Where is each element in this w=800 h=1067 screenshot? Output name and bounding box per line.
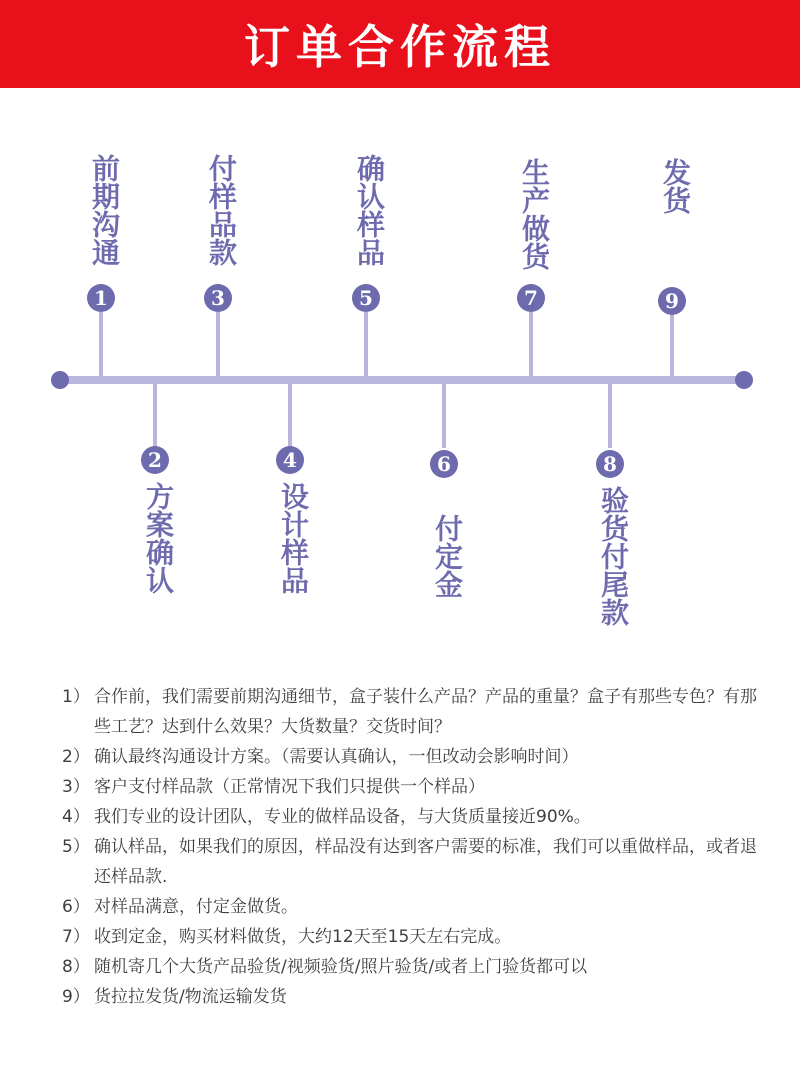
note-text: 确认最终沟通设计方案。（需要认真确认，一但改动会影响时间）: [94, 747, 579, 767]
step-4-label: 设计样品: [277, 482, 310, 594]
timeline-end-dot-icon: [735, 371, 753, 389]
process-notes-list: [62, 682, 762, 1012]
timeline-line: [58, 376, 744, 384]
note-text: 客户支付样品款（正常情况下我们只提供一个样品）: [94, 777, 485, 797]
step-9-stem: [670, 314, 674, 378]
note-number: 3）: [62, 777, 90, 797]
step-6-label: 付定金: [431, 514, 464, 598]
step-3-label: 付样品款: [205, 154, 238, 266]
note-text: 货拉拉发货/物流运输发货: [94, 987, 287, 1007]
step-6-number: 6: [430, 450, 458, 478]
note-number: 4）: [62, 807, 90, 827]
note-item: [62, 832, 762, 892]
step-1-number: 1: [87, 284, 115, 312]
step-8-label: 验货付尾款: [597, 486, 630, 626]
step-8-stem: [608, 382, 612, 448]
note-number: 2）: [62, 747, 90, 767]
step-8-number: 8: [596, 450, 624, 478]
page-title: 订单合作流程: [244, 20, 556, 74]
step-9-label: 发货: [659, 158, 692, 214]
step-2-label: 方案确认: [142, 482, 175, 594]
step-3-stem: [216, 312, 220, 378]
note-number: 9）: [62, 987, 90, 1007]
step-5-number: 5: [352, 284, 380, 312]
step-1-stem: [99, 312, 103, 378]
note-text: 对样品满意，付定金做货。: [94, 897, 298, 917]
note-text: 收到定金，购买材料做货，大约12天至15天左右完成。: [94, 927, 512, 947]
note-item: [62, 802, 762, 832]
step-6-stem: [442, 382, 446, 448]
note-item: [62, 982, 762, 1012]
step-5-stem: [364, 312, 368, 378]
step-7-label: 生产做货: [518, 158, 551, 270]
step-9-number: 9: [658, 287, 686, 315]
note-number: 5）: [62, 837, 90, 857]
note-number: 7）: [62, 927, 90, 947]
step-4-stem: [288, 382, 292, 448]
step-7-number: 7: [517, 284, 545, 312]
note-text: 确认样品，如果我们的原因，样品没有达到客户需要的标准，我们可以重做样品，或者退还样品款.: [94, 837, 757, 887]
step-7-stem: [529, 312, 533, 378]
note-item: [62, 742, 762, 772]
note-text: 合作前，我们需要前期沟通细节，盒子装什么产品？产品的重量？盒子有那些专色？有那些工艺？达到什么效果？大货数量？交货时间？: [94, 687, 757, 737]
step-5-label: 确认样品: [353, 154, 386, 266]
note-item: [62, 682, 762, 742]
header-banner: [0, 0, 800, 88]
note-item: [62, 952, 762, 982]
step-4-number: 4: [276, 446, 304, 474]
note-number: 1）: [62, 687, 90, 707]
step-1-label: 前期沟通: [88, 154, 121, 266]
note-item: [62, 892, 762, 922]
note-text: 我们专业的设计团队，专业的做样品设备，与大货质量接近90%。: [94, 807, 591, 827]
step-2-number: 2: [141, 446, 169, 474]
note-item: [62, 772, 762, 802]
note-number: 6）: [62, 897, 90, 917]
step-3-number: 3: [204, 284, 232, 312]
note-item: [62, 922, 762, 952]
timeline-start-dot-icon: [51, 371, 69, 389]
note-text: 随机寄几个大货产品验货/视频验货/照片验货/或者上门验货都可以: [94, 957, 588, 977]
step-2-stem: [153, 382, 157, 448]
note-number: 8）: [62, 957, 90, 977]
